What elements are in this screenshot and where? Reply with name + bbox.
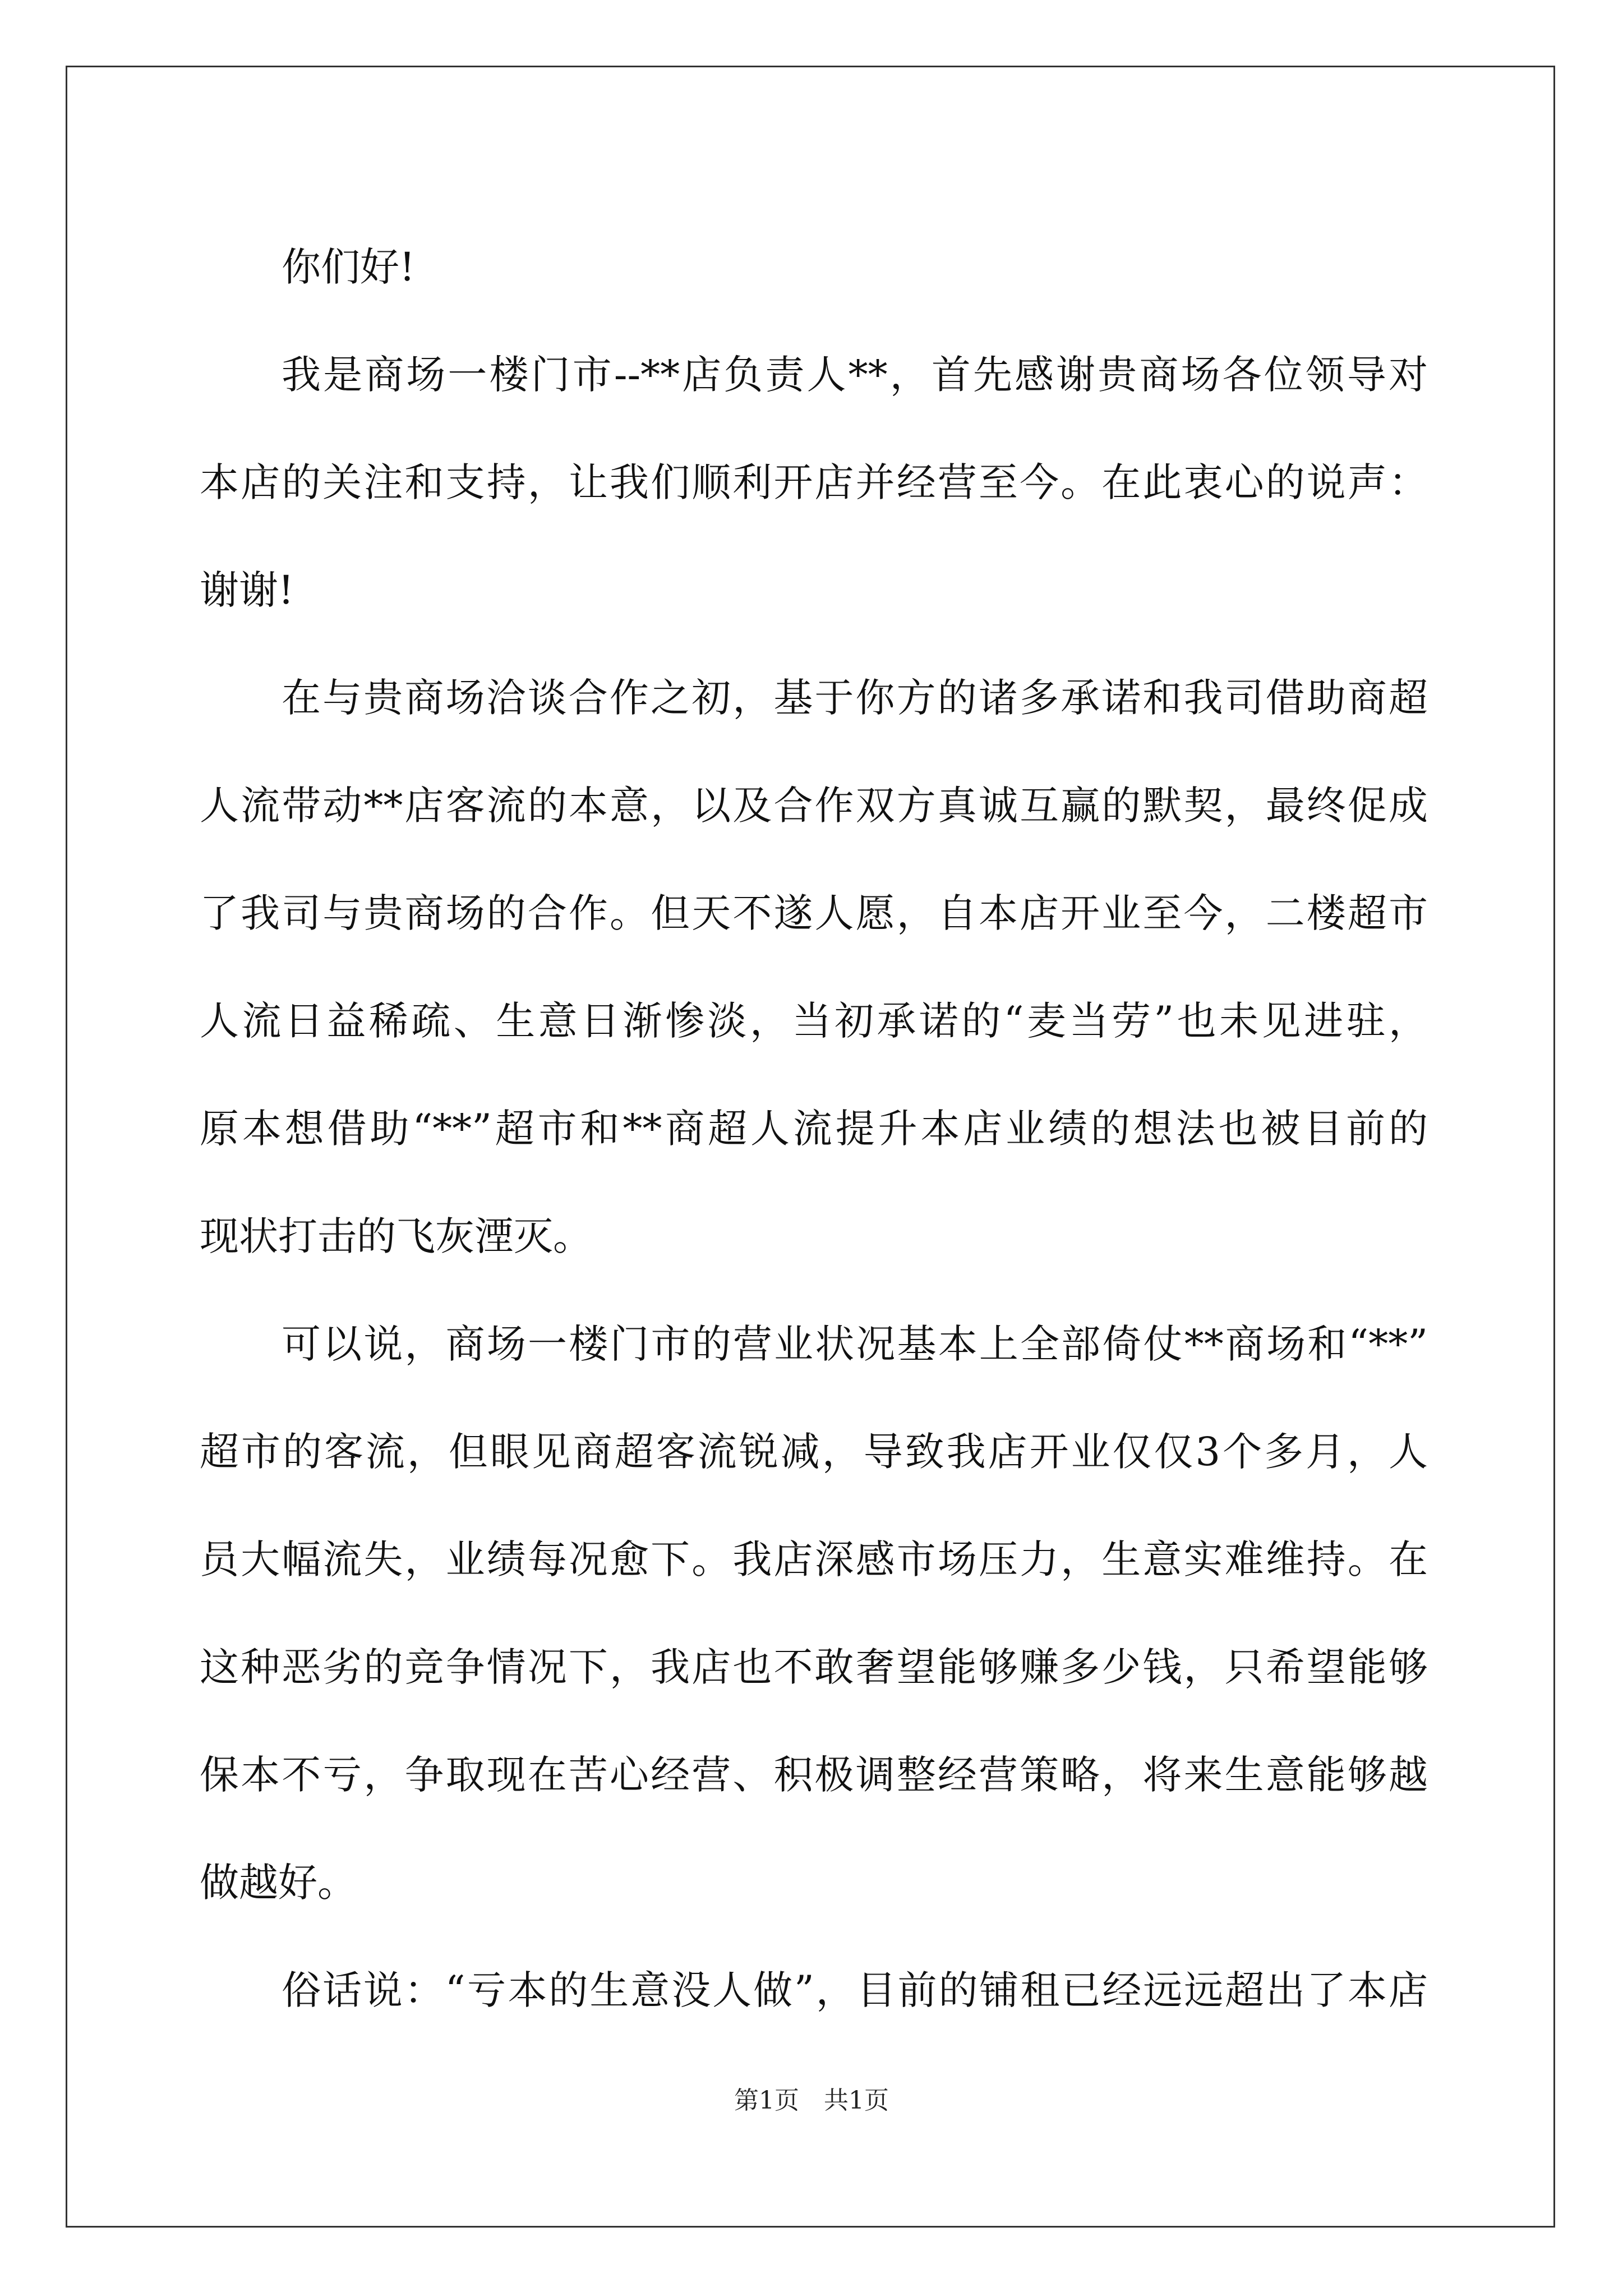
text-line-10: 现状打击的飞灰湮灭。	[200, 1213, 592, 1259]
text-line-2: 我是商场一楼门市--**店负责人**，首先感谢贵商场各位领导对	[282, 352, 1428, 398]
text-line-7: 了我司与贵商场的合作。但天不遂人愿，自本店开业至今，二楼超市	[200, 890, 1428, 936]
text-line-5: 在与贵商场洽谈合作之初，基于你方的诸多承诺和我司借助商超	[282, 675, 1428, 721]
text-line-14: 这种恶劣的竞争情况下，我店也不敢奢望能够赚多少钱，只希望能够	[200, 1644, 1428, 1690]
document-body	[200, 213, 1428, 2044]
text-line-8: 人流日益稀疏、生意日渐惨淡，当初承诺的“麦当劳”也未见进驻，	[200, 998, 1428, 1044]
text-line-16: 做越好。	[200, 1860, 357, 1906]
text-line-3: 本店的关注和支持，让我们顺利开店并经营至今。在此衷心的说声：	[200, 459, 1428, 505]
text-line-9: 原本想借助“**”超市和**商超人流提升本店业绩的想法也被目前的	[200, 1106, 1428, 1152]
text-line-12: 超市的客流，但眼见商超客流锐减，导致我店开业仅仅3个多月，人	[200, 1429, 1428, 1475]
text-line-17: 俗话说：“亏本的生意没人做”，目前的铺租已经远远超出了本店	[282, 1967, 1428, 2013]
page-number-footer: 第1页 共1页	[734, 2086, 889, 2115]
text-line-11: 可以说，商场一楼门市的营业状况基本上全部倚仗**商场和“**”	[282, 1321, 1428, 1367]
text-line-6: 人流带动**店客流的本意，以及合作双方真诚互赢的默契，最终促成	[200, 783, 1428, 829]
text-line-4: 谢谢!	[200, 567, 294, 613]
text-line-13: 员大幅流失，业绩每况愈下。我店深感市场压力，生意实难维持。在	[200, 1536, 1428, 1582]
text-line-1: 你们好!	[282, 244, 416, 290]
text-line-15: 保本不亏，争取现在苦心经营、积极调整经营策略，将来生意能够越	[200, 1752, 1428, 1798]
